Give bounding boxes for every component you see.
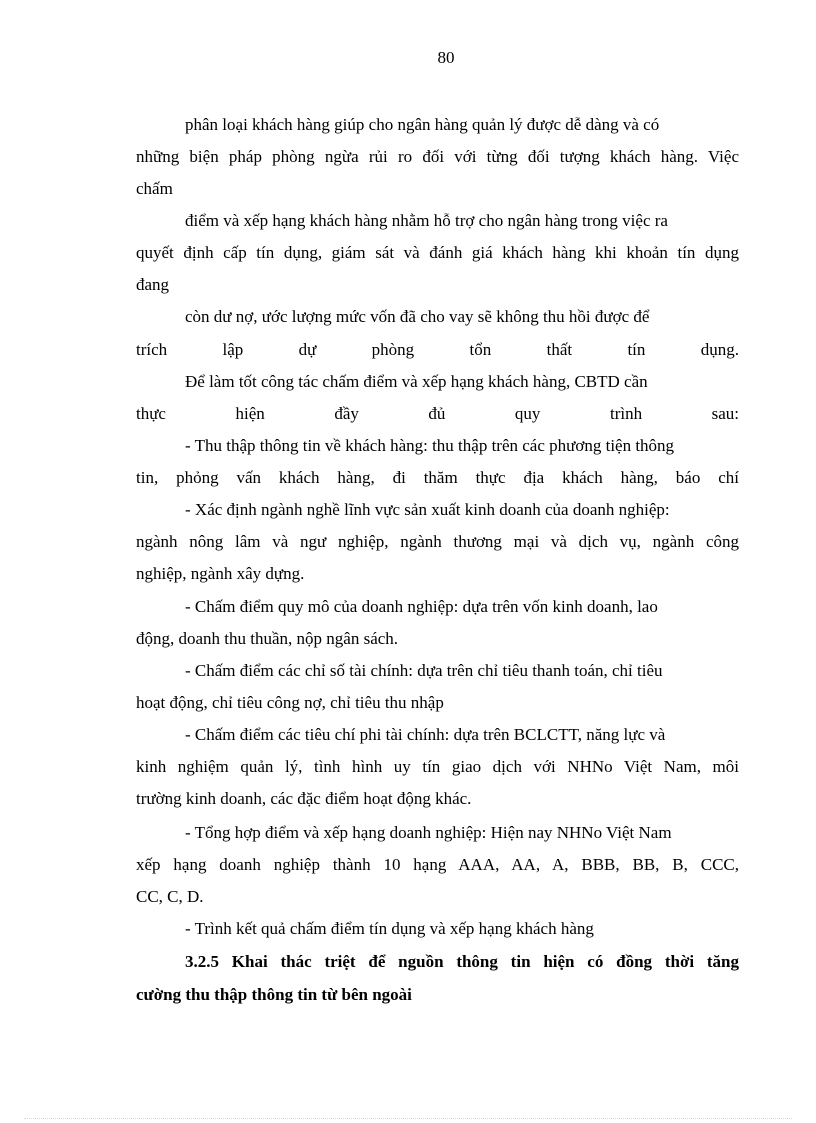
page-number: 80 bbox=[437, 48, 455, 67]
section-heading: 3.2.5 Khai thác triệt để nguồn thông tin hiện có đồng thời tăng bbox=[185, 952, 739, 971]
text-line: điểm và xếp hạng khách hàng nhằm hỗ trợ cho ngân hàng trong việc ra bbox=[185, 211, 668, 230]
text-line: CC, C, D. bbox=[136, 887, 204, 906]
text-line: những biện pháp phòng ngừa rủi ro đối với từng đối tượng khách hàng. Việc bbox=[136, 147, 739, 166]
text-line: hoạt động, chỉ tiêu công nợ, chỉ tiêu thu nhập bbox=[136, 693, 444, 712]
text-line: động, doanh thu thuần, nộp ngân sách. bbox=[136, 629, 399, 648]
text-line: - Thu thập thông tin về khách hàng: thu thập trên các phương tiện thông bbox=[185, 436, 675, 455]
text-line: - Xác định ngành nghề lĩnh vực sản xuất kinh doanh của doanh nghiệp: bbox=[185, 500, 670, 519]
text-line: tin, phỏng vấn khách hàng, đi thăm thực địa khách hàng, báo chí bbox=[136, 468, 739, 487]
text-line: chấm bbox=[136, 179, 173, 198]
footer-rule bbox=[24, 1118, 792, 1119]
text-line: trường kinh doanh, các đặc điểm hoạt động khác. bbox=[136, 789, 472, 808]
text-line: xếp hạng doanh nghiệp thành 10 hạng AAA, AA, A, BBB, BB, B, CCC, bbox=[136, 855, 739, 874]
text-line: phân loại khách hàng giúp cho ngân hàng quản lý được dễ dàng và có bbox=[185, 115, 660, 134]
text-line: nghiệp, ngành xây dựng. bbox=[136, 564, 305, 583]
text-line: Để làm tốt công tác chấm điểm và xếp hạng khách hàng, CBTD cần bbox=[185, 372, 648, 391]
text-line: trích lập dự phòng tổn thất tín dụng. bbox=[136, 340, 739, 359]
text-line: kinh nghiệm quản lý, tình hình uy tín giao dịch với NHNo Việt Nam, môi bbox=[136, 757, 739, 776]
text-line: quyết định cấp tín dụng, giám sát và đánh giá khách hàng khi khoản tín dụng bbox=[136, 243, 739, 262]
text-line: còn dư nợ, ước lượng mức vốn đã cho vay sẽ không thu hồi được để bbox=[185, 307, 650, 326]
text-line: - Trình kết quả chấm điểm tín dụng và xếp hạng khách hàng bbox=[185, 919, 594, 938]
section-heading: cường thu thập thông tin từ bên ngoài bbox=[136, 985, 412, 1004]
text-line: - Chấm điểm các tiêu chí phi tài chính: dựa trên BCLCTT, năng lực và bbox=[185, 725, 666, 744]
text-line: đang bbox=[136, 275, 170, 294]
text-line: - Chấm điểm các chỉ số tài chính: dựa trên chỉ tiêu thanh toán, chỉ tiêu bbox=[185, 661, 663, 680]
text-line: - Tổng hợp điểm và xếp hạng doanh nghiệp: Hiện nay NHNo Việt Nam bbox=[185, 823, 672, 842]
text-line: - Chấm điểm quy mô của doanh nghiệp: dựa trên vốn kinh doanh, lao bbox=[185, 597, 658, 616]
text-line: ngành nông lâm và ngư nghiệp, ngành thương mại và dịch vụ, ngành công bbox=[136, 532, 739, 551]
text-line: thực hiện đầy đủ quy trình sau: bbox=[136, 404, 739, 423]
